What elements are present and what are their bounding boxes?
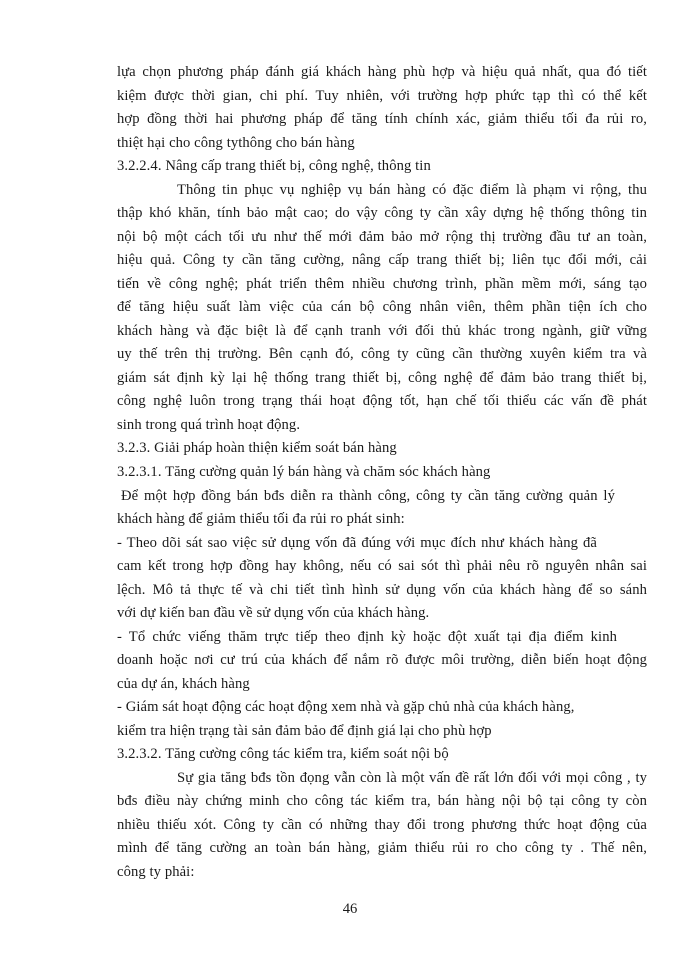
text-line: của dự án, khách hàng	[117, 676, 250, 692]
text-line: Để một hợp đồng bán bđs diễn ra thành công, công ty cần tăng cường quản lý	[121, 488, 615, 504]
text-line: bđs điều này chứng minh cho công tác kiểm tra, bán hàng nội bộ tại công ty còn	[117, 793, 647, 809]
text-line: công ty phải:	[117, 864, 195, 880]
text-line: lựa chọn phương pháp đánh giá khách hàng phù hợp và hiệu quả nhất, qua đó tiết	[117, 64, 647, 80]
section-heading: 3.2.3. Giải pháp hoàn thiện kiểm soát bán hàng	[117, 440, 397, 456]
text-line: nhiều thiếu xót. Công ty cần có những thay đổi trong phương thức hoạt động của	[117, 817, 647, 833]
section-heading: 3.2.3.1. Tăng cường quản lý bán hàng và chăm sóc khách hàng	[117, 464, 491, 480]
text-line: thập khó khăn, tính bảo mật cao; do vậy công ty cần xây dựng hệ thống thông tin	[117, 205, 647, 221]
text-line: khách hàng để giảm thiểu tối đa rủi ro phát sinh:	[117, 511, 405, 527]
text-line: kiệm được thời gian, chi phí. Tuy nhiên, với trường hợp phức tạp thì có thể kết	[117, 88, 647, 104]
page-number: 46	[342, 901, 358, 917]
section-heading: 3.2.2.4. Nâng cấp trang thiết bị, công nghệ, thông tin	[117, 158, 431, 174]
text-line: giám sát định kỳ lại hệ thống trang thiết bị, công nghệ để đảm bảo trang thiết bị,	[117, 370, 647, 386]
text-line: cam kết trong hợp đồng hay không, nếu có sai sót thì phải nêu rõ nguyên nhân sai	[117, 558, 647, 574]
text-line: với dự kiến ban đầu về sử dụng vốn của khách hàng.	[117, 605, 430, 621]
text-line: mình để tăng cường an toàn bán hàng, giảm thiểu rủi ro cho công ty . Thế nên,	[117, 840, 647, 856]
text-line: khách hàng và đặc biệt là để cạnh tranh với đối thủ khác trong ngành, giữ vững	[117, 323, 647, 339]
text-line: - Theo dõi sát sao việc sử dụng vốn đã đúng với mục đích như khách hàng đã	[117, 535, 597, 551]
text-line: hiệu quả. Công ty cần tăng cường, nâng cấp trang thiết bị; liên tục đổi mới, cải	[117, 252, 647, 268]
text-line: sinh trong quá trình hoạt động.	[117, 417, 301, 433]
section-heading: 3.2.3.2. Tăng cường công tác kiểm tra, kiểm soát nội bộ	[117, 746, 449, 762]
text-line: công nghệ luôn trong trạng thái hoạt động tốt, hạn chế tối thiểu các vấn đề phát	[117, 393, 647, 409]
text-line: Thông tin phục vụ nghiệp vụ bán hàng có đặc điểm là phạm vi rộng, thu	[177, 182, 647, 198]
text-line: doanh hoặc nơi cư trú của khách để nắm rõ được môi trường, diễn biến hoạt động	[117, 652, 647, 668]
text-line: uy thế trên thị trường. Bên cạnh đó, công ty cũng cần thường xuyên kiểm tra và	[117, 346, 647, 362]
text-line: thiệt hại cho công tythông cho bán hàng	[117, 135, 355, 151]
text-line: lệch. Mô tả thực tế và chi tiết tình hình sử dụng vốn của khách hàng để so sánh	[117, 582, 647, 598]
text-line: nội bộ một cách tối ưu như thế mới đảm bảo mở rộng thị trường đầu tư an toàn,	[117, 229, 647, 245]
text-line: hợp đồng thời hai phương pháp để tăng tính chính xác, giảm thiểu tối đa rủi ro,	[117, 111, 647, 127]
text-line: để tăng hiệu suất làm việc của cán bộ công nhân viên, thêm phần tiện ích cho	[117, 299, 647, 315]
text-line: kiểm tra hiện trạng tài sản đảm bảo để định giá lại cho phù hợp	[117, 723, 492, 739]
text-line: Sự gia tăng bđs tồn đọng vẫn còn là một vấn đề rất lớn đối với mọi công , ty	[177, 770, 647, 786]
text-line: tiến về công nghệ; phát triển thêm nhiều chương trình, phần mềm mới, sáng tạo	[117, 276, 647, 292]
text-line: - Tổ chức viếng thăm trực tiếp theo định kỳ hoặc đột xuất tại địa điểm kinh	[117, 629, 617, 645]
text-line: - Giám sát hoạt động các hoạt động xem nhà và gặp chủ nhà của khách hàng,	[117, 699, 575, 715]
